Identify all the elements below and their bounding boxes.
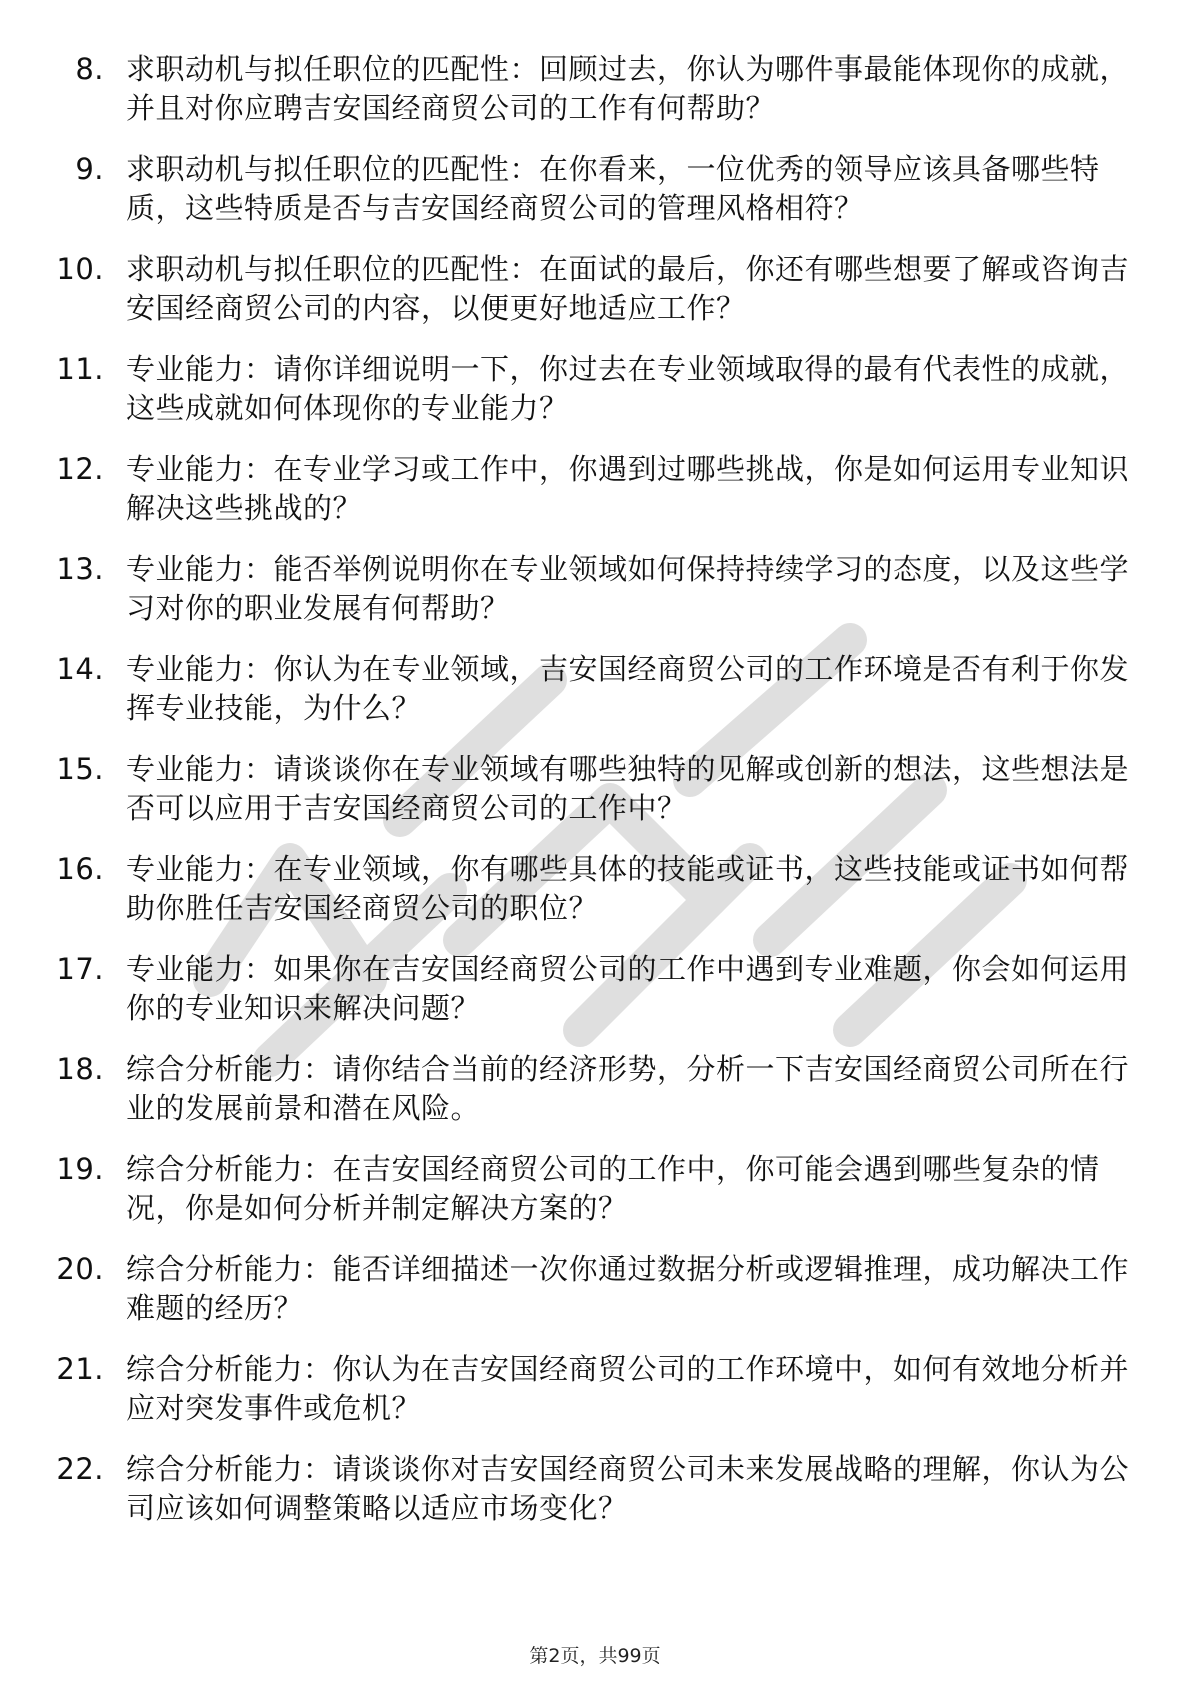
question-number: 18. (56, 1052, 104, 1086)
question-number: 19. (56, 1152, 104, 1186)
question-number: 20. (56, 1252, 104, 1286)
question-item (0, 150, 1190, 228)
question-text: 综合分析能力：在吉安国经商贸公司的工作中，你可能会遇到哪些复杂的情况，你是如何分析并制定解决方案的？ (126, 1152, 1100, 1225)
question-text: 专业能力：如果你在吉安国经商贸公司的工作中遇到专业难题，你会如何运用你的专业知识来解决问题？ (126, 952, 1130, 1025)
question-number: 13. (56, 552, 104, 586)
question-number: 22. (56, 1452, 104, 1486)
question-number: 8. (75, 52, 104, 86)
question-item (0, 550, 1190, 628)
question-text: 综合分析能力：请你结合当前的经济形势，分析一下吉安国经商贸公司所在行业的发展前景和潜在风险。 (126, 1052, 1130, 1125)
question-item (0, 1150, 1190, 1228)
question-text: 求职动机与拟任职位的匹配性：在面试的最后，你还有哪些想要了解或咨询吉安国经商贸公司的内容，以便更好地适应工作？ (126, 252, 1130, 325)
question-number: 15. (56, 752, 104, 786)
question-number: 9. (75, 152, 104, 186)
question-text: 专业能力：你认为在专业领域，吉安国经商贸公司的工作环境是否有利于你发挥专业技能，为什么？ (126, 652, 1130, 725)
question-number: 17. (56, 952, 104, 986)
question-item (0, 50, 1190, 128)
question-text: 求职动机与拟任职位的匹配性：回顾过去，你认为哪件事最能体现你的成就，并且对你应聘吉安国经商贸公司的工作有何帮助？ (126, 52, 1130, 125)
page-footer: 第2页，共99页 (529, 1645, 661, 1667)
question-text: 综合分析能力：能否详细描述一次你通过数据分析或逻辑推理，成功解决工作难题的经历？ (126, 1252, 1130, 1325)
question-item (0, 950, 1190, 1028)
question-item (0, 850, 1190, 928)
question-text: 求职动机与拟任职位的匹配性：在你看来，一位优秀的领导应该具备哪些特质，这些特质是否与吉安国经商贸公司的管理风格相符？ (126, 152, 1100, 225)
question-item (0, 350, 1190, 428)
question-number: 11. (56, 352, 104, 386)
question-number: 16. (56, 852, 104, 886)
question-item (0, 1250, 1190, 1328)
question-text: 专业能力：在专业领域，你有哪些具体的技能或证书，这些技能或证书如何帮助你胜任吉安国经商贸公司的职位？ (126, 852, 1130, 925)
question-text: 专业能力：在专业学习或工作中，你遇到过哪些挑战，你是如何运用专业知识解决这些挑战的？ (126, 452, 1130, 525)
question-number: 12. (56, 452, 104, 486)
question-item (0, 1350, 1190, 1428)
question-text: 专业能力：请谈谈你在专业领域有哪些独特的见解或创新的想法，这些想法是否可以应用于吉安国经商贸公司的工作中？ (126, 752, 1130, 825)
question-item (0, 1050, 1190, 1128)
question-text: 专业能力：请你详细说明一下，你过去在专业领域取得的最有代表性的成就，这些成就如何体现你的专业能力？ (126, 352, 1130, 425)
question-text: 综合分析能力：你认为在吉安国经商贸公司的工作环境中，如何有效地分析并应对突发事件或危机？ (126, 1352, 1130, 1425)
question-number: 14. (56, 652, 104, 686)
question-item (0, 250, 1190, 328)
question-number: 21. (56, 1352, 104, 1386)
question-item (0, 750, 1190, 828)
question-number: 10. (56, 252, 104, 286)
question-item (0, 1450, 1190, 1528)
question-item (0, 650, 1190, 728)
question-item (0, 450, 1190, 528)
question-text: 专业能力：能否举例说明你在专业领域如何保持持续学习的态度，以及这些学习对你的职业发展有何帮助？ (126, 552, 1130, 625)
question-list (0, 50, 1190, 1550)
question-text: 综合分析能力：请谈谈你对吉安国经商贸公司未来发展战略的理解，你认为公司应该如何调整策略以适应市场变化？ (126, 1452, 1130, 1525)
